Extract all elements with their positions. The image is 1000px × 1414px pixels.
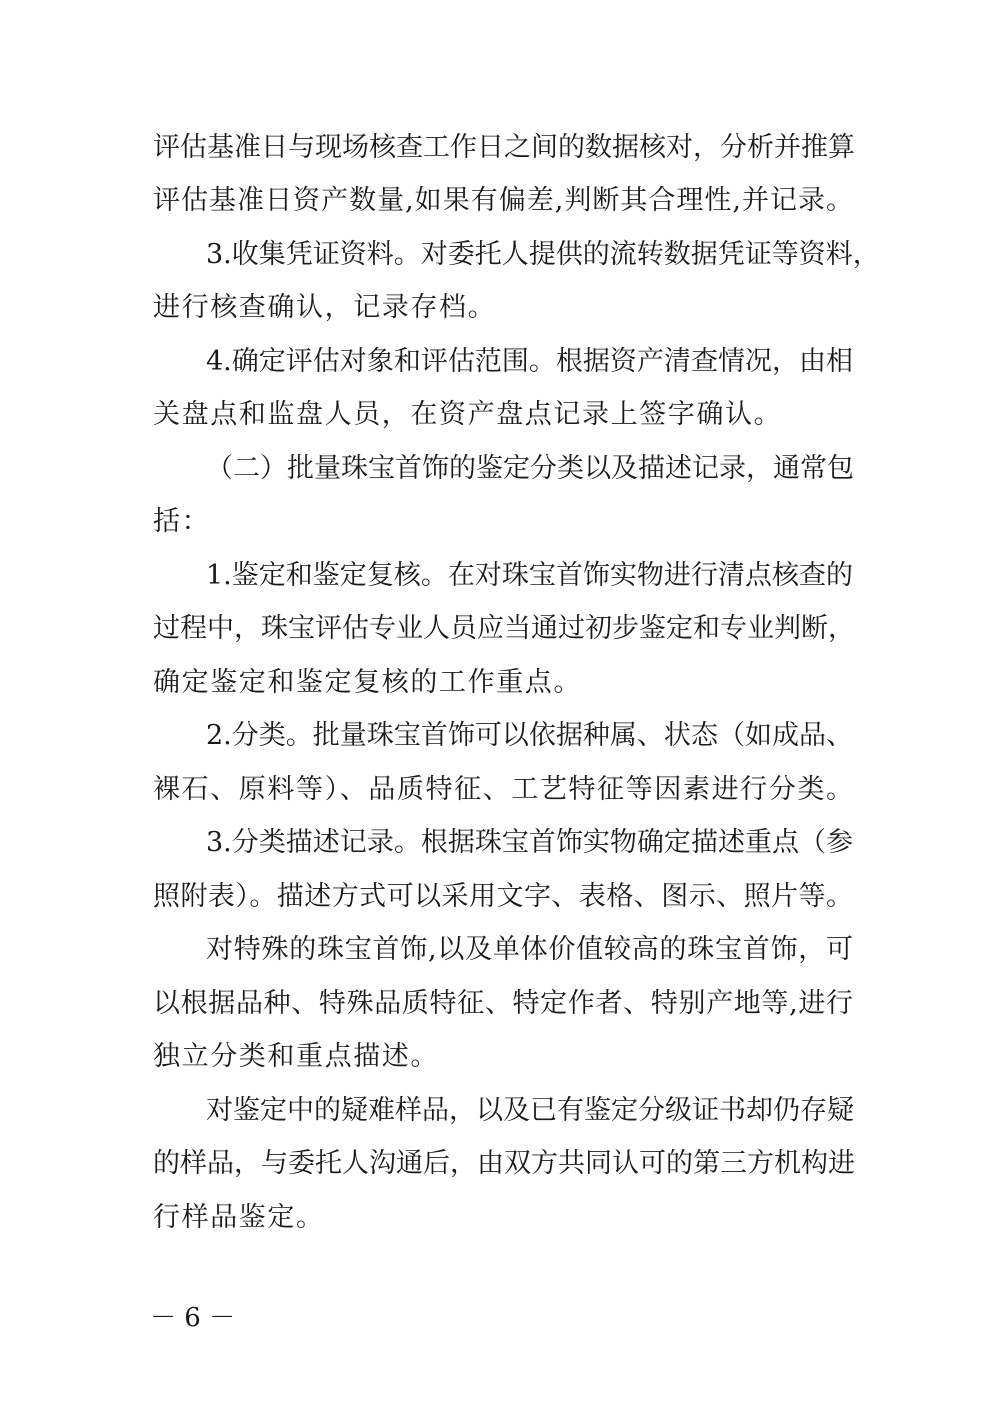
text-line-1: 评估基准日与现场核查工作日之间的数据核对，分析并推算: [153, 132, 855, 163]
text-line-8: 括：: [153, 506, 211, 537]
text-line-4: 进行核查确认，记录存档。: [153, 292, 497, 323]
text-line-17: 以根据品种、特殊品质特征、特定作者、特别产地等,进行: [153, 988, 853, 1019]
text-line-20: 的样品，与委托人沟通后，由双方共同认可的第三方机构进: [153, 1148, 855, 1179]
text-line-11: 确定鉴定和鉴定复核的工作重点。: [153, 667, 582, 698]
text-line-6: 关盘点和监盘人员，在资产盘点记录上签字确认。: [153, 399, 783, 430]
text-line-16: 对特殊的珠宝首饰,以及单体价值较高的珠宝首饰，可: [206, 934, 853, 965]
text-line-18: 独立分类和重点描述。: [153, 1041, 439, 1072]
text-line-2: 评估基准日资产数量,如果有偏差,判断其合理性,并记录。: [153, 185, 853, 216]
text-line-10: 过程中，珠宝评估专业人员应当通过初步鉴定和专业判断，: [153, 613, 855, 644]
text-line-12: 2.分类。批量珠宝首饰可以依据种属、状态（如成品、: [206, 720, 853, 751]
text-line-15: 照附表）。描述方式可以采用文字、表格、图示、照片等。: [153, 881, 853, 912]
text-line-13: 裸石、原料等）、品质特征、工艺特征等因素进行分类。: [153, 774, 853, 805]
text-line-9: 1.鉴定和鉴定复核。在对珠宝首饰实物进行清点核查的: [206, 560, 853, 591]
text-line-19: 对鉴定中的疑难样品，以及已有鉴定分级证书却仍存疑: [206, 1095, 854, 1126]
text-line-5: 4.确定评估对象和评估范围。根据资产清查情况，由相: [206, 346, 853, 377]
text-line-7: （二）批量珠宝首饰的鉴定分类以及描述记录，通常包: [206, 453, 854, 484]
text-line-3: 3.收集凭证资料。对委托人提供的流转数据凭证等资料，: [206, 239, 880, 270]
text-line-21: 行样品鉴定。: [153, 1202, 325, 1233]
page-number: － 6 －: [150, 1303, 236, 1333]
text-line-14: 3.分类描述记录。根据珠宝首饰实物确定描述重点（参: [206, 827, 853, 858]
